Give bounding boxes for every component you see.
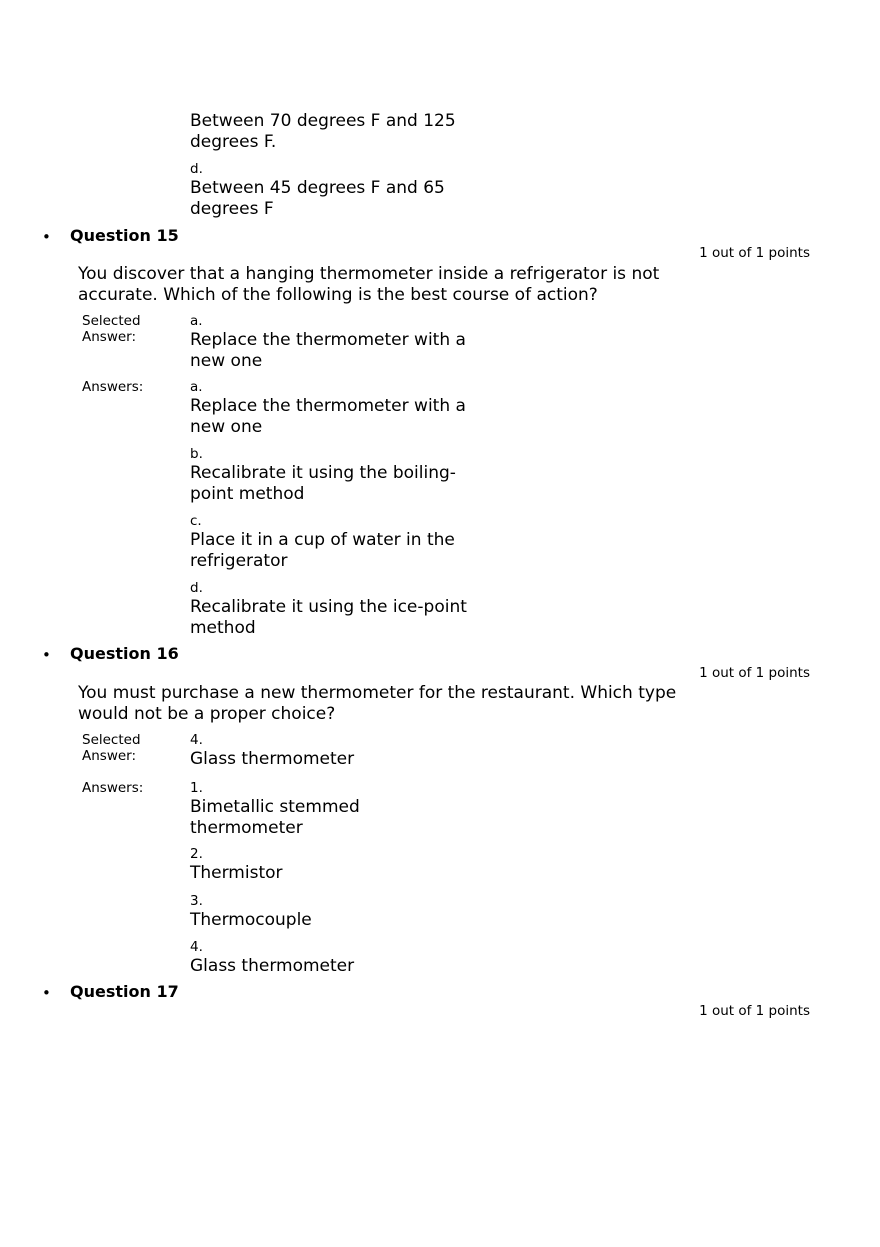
- question-15-selected-answer: [190, 313, 490, 371]
- selected-answer-label: Selected Answer:: [82, 732, 141, 764]
- option-text: Recalibrate it using the ice-point method: [190, 597, 467, 638]
- prev-option-d: [190, 161, 490, 219]
- option-text: Thermistor: [190, 863, 283, 883]
- selected-answer-label: Selected Answer:: [82, 313, 141, 345]
- answers-label: Answers:: [82, 780, 144, 796]
- question-16-selected-answer: [190, 732, 490, 770]
- option-text: Glass thermometer: [190, 749, 355, 769]
- question-16-answer-2: [190, 846, 490, 884]
- option-letter: 4.: [190, 732, 203, 748]
- option-text: Between 45 degrees F and 65 degrees F: [190, 178, 445, 219]
- question-15-answer-d: [190, 580, 490, 638]
- question-15-title: Question 15: [70, 226, 179, 245]
- option-text: Between 70 degrees F and 125 degrees F.: [190, 111, 456, 152]
- question-16-answer-4: [190, 939, 490, 977]
- option-letter: a.: [190, 313, 203, 329]
- prev-option-c: [190, 111, 490, 152]
- option-letter: 1.: [190, 780, 203, 796]
- question-15-points: 1 out of 1 points: [699, 245, 810, 261]
- option-text: Replace the thermometer with a new one: [190, 330, 466, 371]
- question-15-answer-b: [190, 446, 490, 504]
- answers-label: Answers:: [82, 379, 144, 395]
- bullet: •: [42, 228, 51, 246]
- option-letter: c.: [190, 513, 202, 529]
- option-text: Replace the thermometer with a new one: [190, 396, 466, 437]
- option-letter: d.: [190, 580, 203, 596]
- question-15-answer-a: [190, 379, 490, 437]
- option-letter: b.: [190, 446, 203, 462]
- question-16-text: You must purchase a new thermometer for the restaurant. Which type would not be a proper choice?: [78, 683, 677, 724]
- option-text: Glass thermometer: [190, 956, 355, 976]
- option-letter: 3.: [190, 893, 203, 909]
- question-16-points: 1 out of 1 points: [699, 665, 810, 681]
- option-text: Thermocouple: [190, 910, 312, 930]
- option-letter: 2.: [190, 846, 203, 862]
- question-16-title: Question 16: [70, 644, 179, 663]
- option-letter: a.: [190, 379, 203, 395]
- option-text: Recalibrate it using the boiling-point method: [190, 463, 456, 504]
- option-letter: 4.: [190, 939, 203, 955]
- question-16-answer-3: [190, 893, 490, 931]
- question-17-title: Question 17: [70, 982, 179, 1001]
- option-text: Place it in a cup of water in the refrigerator: [190, 530, 455, 571]
- bullet: •: [42, 646, 51, 664]
- bullet: •: [42, 984, 51, 1002]
- question-15-text: You discover that a hanging thermometer inside a refrigerator is not accurate. Which of the following is the best course of action?: [78, 264, 660, 305]
- question-17-points: 1 out of 1 points: [699, 1003, 810, 1019]
- question-15-answer-c: [190, 513, 490, 571]
- question-16-answer-1: [190, 780, 490, 838]
- option-letter: d.: [190, 161, 203, 177]
- option-text: Bimetallic stemmed thermometer: [190, 797, 360, 838]
